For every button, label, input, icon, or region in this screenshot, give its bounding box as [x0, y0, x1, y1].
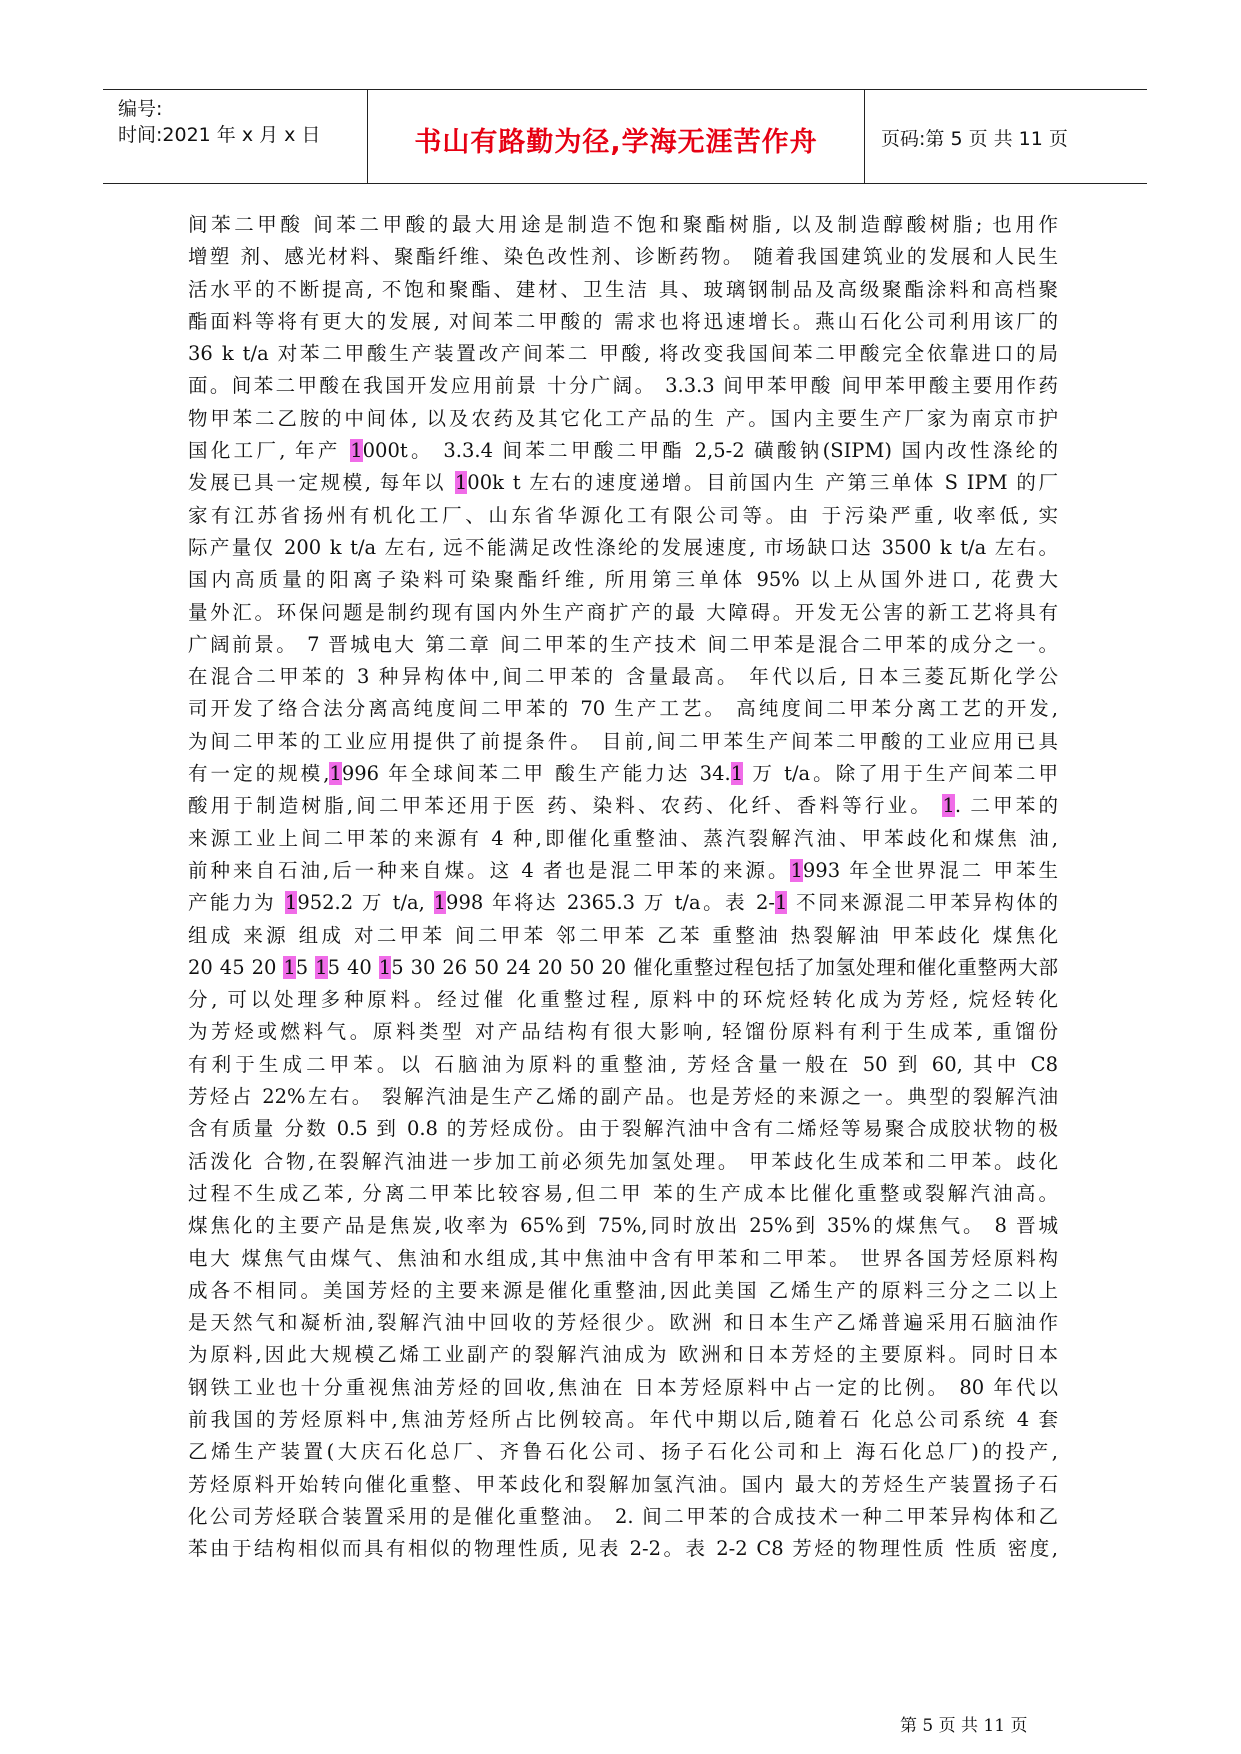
body-line: 产能力为 1952.2 万 t/a, 1998 年将达 2365.3 万 t/a。表 2-1 不同来源混二甲苯异构体的	[188, 891, 1058, 915]
body-line: 为原料,因此大规模乙烯工业副产的裂解汽油成为 欧洲和日本芳烃的主要原料。同时日本	[188, 1343, 1058, 1367]
body-line: 含有质量 分数 0.5 到 0.8 的芳烃成份。由于裂解汽油中含有二烯烃等易聚合成胶状物的极	[188, 1117, 1058, 1141]
body-line: 分, 可以处理多种原料。经过催 化重整过程, 原料中的环烷烃转化成为芳烃, 烷烃转化	[188, 988, 1058, 1012]
body-line: 广阔前景。 7 晋城电大 第二章 间二甲苯的生产技术 间二甲苯是混合二甲苯的成分之一。	[188, 632, 1058, 656]
body-line: 物甲苯二乙胺的中间体, 以及农药及其它化工产品的生 产。国内主要生产厂家为南京市护	[188, 406, 1058, 430]
body-line: 组成 来源 组成 对二甲苯 间二甲苯 邻二甲苯 乙苯 重整油 热裂解油 甲苯歧化 煤焦化	[188, 923, 1058, 947]
header-table	[103, 89, 1147, 184]
body-line: 发展已具一定规模, 每年以 100k t 左右的速度递增。目前国内生 产第三单体 S IPM 的厂	[188, 471, 1058, 495]
body-line: 间苯二甲酸 间苯二甲酸的最大用途是制造不饱和聚酯树脂, 以及制造醇酸树脂; 也用作	[188, 213, 1058, 236]
body-line: 在混合二甲苯的 3 种异构体中,间二甲苯的 含量最高。 年代以后, 日本三菱瓦斯化学公	[188, 665, 1058, 689]
body-line: 芳烃原料开始转向催化重整、甲苯歧化和裂解加氢汽油。国内 最大的芳烃生产装置扬子石	[188, 1472, 1058, 1496]
body-line: 煤焦化的主要产品是焦炭,收率为 65%到 75%,同时放出 25%到 35%的煤焦气。 8 晋城	[188, 1214, 1058, 1238]
body-line: 家有江苏省扬州有机化工厂、山东省华源化工有限公司等。由 于污染严重, 收率低, 实	[188, 503, 1058, 527]
body-line: 芳烃占 22%左右。 裂解汽油是生产乙烯的副产品。也是芳烃的来源之一。典型的裂解汽油	[188, 1085, 1058, 1109]
body-line: 36 k t/a 对苯二甲酸生产装置改产间苯二 甲酸, 将改变我国间苯二甲酸完全依靠进口的局	[188, 342, 1058, 366]
body-line: 苯由于结构相似而具有相似的物理性质, 见表 2-2。表 2-2 C8 芳烃的物理性质 性质 密度,	[188, 1537, 1058, 1561]
document-id-label: 编号:	[118, 98, 163, 120]
body-line: 酸用于制造树脂,间二甲苯还用于医 药、染料、农药、化纤、香料等行业。 1. 二甲苯的	[188, 794, 1058, 818]
body-line: 钢铁工业也十分重视焦油芳烃的回收,焦油在 日本芳烃原料中占一定的比例。 80 年代以	[188, 1375, 1058, 1399]
body-line: 成各不相同。美国芳烃的主要来源是催化重整油,因此美国 乙烯生产的原料三分之二以上	[188, 1278, 1058, 1302]
header-motto-cell	[367, 90, 865, 183]
body-line: 际产量仅 200 k t/a 左右, 远不能满足改性涤纶的发展速度, 市场缺口达 3500 k t/a 左右。	[188, 535, 1058, 559]
body-line: 国化工厂, 年产 1000t。 3.3.4 间苯二甲酸二甲酯 2,5-2 磺酸钠(SIPM) 国内改性涤纶的	[188, 439, 1058, 463]
body-line: 是天然气和凝析油,裂解汽油中回收的芳烃很少。欧洲 和日本生产乙烯普遍采用石脑油作	[188, 1311, 1058, 1335]
body-line: 量外汇。环保问题是制约现有国内外生产商扩产的最 大障碍。开发无公害的新工艺将具有	[188, 600, 1058, 624]
body-line: 前种来自石油,后一种来自煤。这 4 者也是混二甲苯的来源。1993 年全世界混二 甲苯生	[188, 858, 1058, 882]
header-page-info: 页码:第 5 页 共 11 页	[881, 128, 1068, 150]
body-line: 为芳烃或燃料气。原料类型 对产品结构有很大影响, 轻馏份原料有利于生成苯, 重馏份	[188, 1020, 1058, 1044]
body-line: 20 45 20 15 15 40 15 30 26 50 24 20 50 20 催化重整过程包括了加氢处理和催化重整两大部	[188, 955, 1059, 979]
body-line: 有利于生成二甲苯。以 石脑油为原料的重整油, 芳烃含量一般在 50 到 60, 其中 C8	[188, 1052, 1058, 1076]
body-line: 酯面料等将有更大的发展, 对间苯二甲酸的 需求也将迅速增长。燕山石化公司利用该厂的	[188, 309, 1058, 333]
document-body	[188, 209, 1058, 1565]
body-line: 前我国的芳烃原料中,焦油芳烃所占比例较高。年代中期以后,随着石 化总公司系统 4 套	[188, 1407, 1058, 1431]
body-line: 来源工业上间二甲苯的来源有 4 种,即催化重整油、蒸汽裂解汽油、甲苯歧化和煤焦 油,	[188, 826, 1058, 850]
header-motto: 书山有路勤为径,学海无涯苦作舟	[414, 127, 818, 158]
footer-page-number: 第 5 页 共 11 页	[900, 1716, 1028, 1736]
document-time-label: 时间:2021 年 x 月 x 日	[118, 124, 321, 146]
body-line: 活泼化 合物,在裂解汽油进一步加工前必须先加氢处理。 甲苯歧化生成苯和二甲苯。歧化	[188, 1149, 1058, 1173]
body-line: 活水平的不断提高, 不饱和聚酯、建材、卫生洁 具、玻璃钢制品及高级聚酯涂料和高档聚	[188, 277, 1058, 301]
body-line: 有一定的规模,1996 年全球间苯二甲 酸生产能力达 34.1 万 t/a。除了用于生产间苯二甲	[188, 762, 1059, 786]
body-line: 电大 煤焦气由煤气、焦油和水组成,其中焦油中含有甲苯和二甲苯。 世界各国芳烃原料构	[188, 1246, 1058, 1270]
body-line: 增塑 剂、感光材料、聚酯纤维、染色改性剂、诊断药物。 随着我国建筑业的发展和人民生	[188, 245, 1058, 269]
header-page-cell	[865, 90, 1147, 183]
body-line: 面。间苯二甲酸在我国开发应用前景 十分广阔。 3.3.3 间甲苯甲酸 间甲苯甲酸主要用作药	[188, 374, 1058, 398]
body-line: 化公司芳烃联合装置采用的是催化重整油。 2. 间二甲苯的合成技术一种二甲苯异构体和乙	[188, 1504, 1058, 1528]
body-line: 乙烯生产装置(大庆石化总厂、齐鲁石化公司、扬子石化公司和上 海石化总厂)的投产,	[188, 1440, 1058, 1464]
body-line: 司开发了络合法分离高纯度间二甲苯的 70 生产工艺。 高纯度间二甲苯分离工艺的开发,	[188, 697, 1058, 721]
header-meta-cell	[103, 90, 367, 183]
body-line: 过程不生成乙苯, 分离二甲苯比较容易,但二甲 苯的生产成本比催化重整或裂解汽油高。	[188, 1181, 1058, 1205]
body-line: 国内高质量的阳离子染料可染聚酯纤维, 所用第三单体 95% 以上从国外进口, 花费大	[188, 568, 1058, 592]
body-line: 为间二甲苯的工业应用提供了前提条件。 目前,间二甲苯生产间苯二甲酸的工业应用已具	[188, 729, 1058, 753]
